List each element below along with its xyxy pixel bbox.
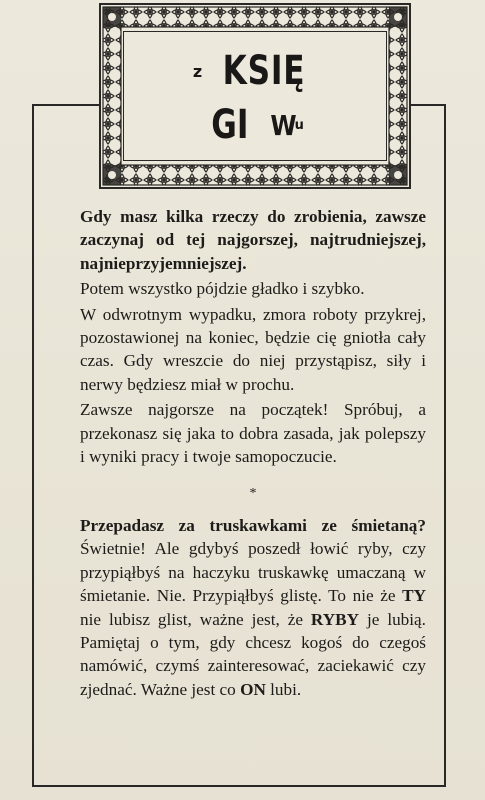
paragraph-4: Zawsze najgorsze na początek! Spróbuj, a przekonasz się jaka to dobra zasada, jak polepszy i wyniki pracy i twoje samopoczucie. (80, 400, 426, 467)
paragraph-3: W odwrotnym wypadku, zmora roboty przykrej, pozostawionej na koniec, będzie cię gniotła cały czas. Gdy wreszcie do niej przystąpisz, siły i nerwy będziesz miał w prochu. (80, 304, 426, 394)
title-line-2 (124, 102, 386, 148)
title-panel (123, 31, 387, 161)
paragraph-5-text-b: nie lubisz glist, ważne jest, że (80, 609, 311, 629)
paragraph-2: Potem wszystko pójdzie gładko i szybko. (80, 279, 365, 299)
title-box (99, 3, 411, 189)
separator-star: * (249, 486, 257, 502)
paragraph-5 (80, 514, 426, 701)
paragraph-1: Gdy masz kilka rzeczy do zrobienia, zawsze zaczynaj od tej najgorszej, najtrudniejszej, najnieprzyjemniejszej. (80, 207, 426, 273)
title-line-1 (124, 48, 386, 94)
emphasis-on: ON (240, 679, 266, 699)
paragraph-5-text-d: lubi. (265, 679, 302, 699)
title-prefix: z (192, 61, 204, 81)
emphasis-ryby: RYBY (310, 609, 360, 629)
emphasis-ty: TY (402, 586, 426, 606)
title-word-2c: u (294, 117, 304, 133)
title-word-1: KSIĘ (222, 48, 306, 94)
title-word-2a: GI (211, 102, 249, 148)
paragraph-5-text-c: je lubią. Pamiętaj o tym, gdy chcesz kogoś do czegoś namówić, czymś zainteresować, zaciekawić czy zjednać. Ważne jest co (80, 609, 426, 699)
paragraph-5-text-a: Świetnie! Ale gdybyś poszedł łowić ryby, czy przypiąłbyś na haczyku truskawkę umaczaną w śmietanie. Nie. Przypiąłbyś glistę. To nie że (80, 539, 426, 606)
title-word-2b: W (270, 108, 297, 142)
paragraph-5-lead: Przepadasz za truskawkami ze śmietaną? (80, 515, 426, 535)
article-body (80, 205, 426, 701)
